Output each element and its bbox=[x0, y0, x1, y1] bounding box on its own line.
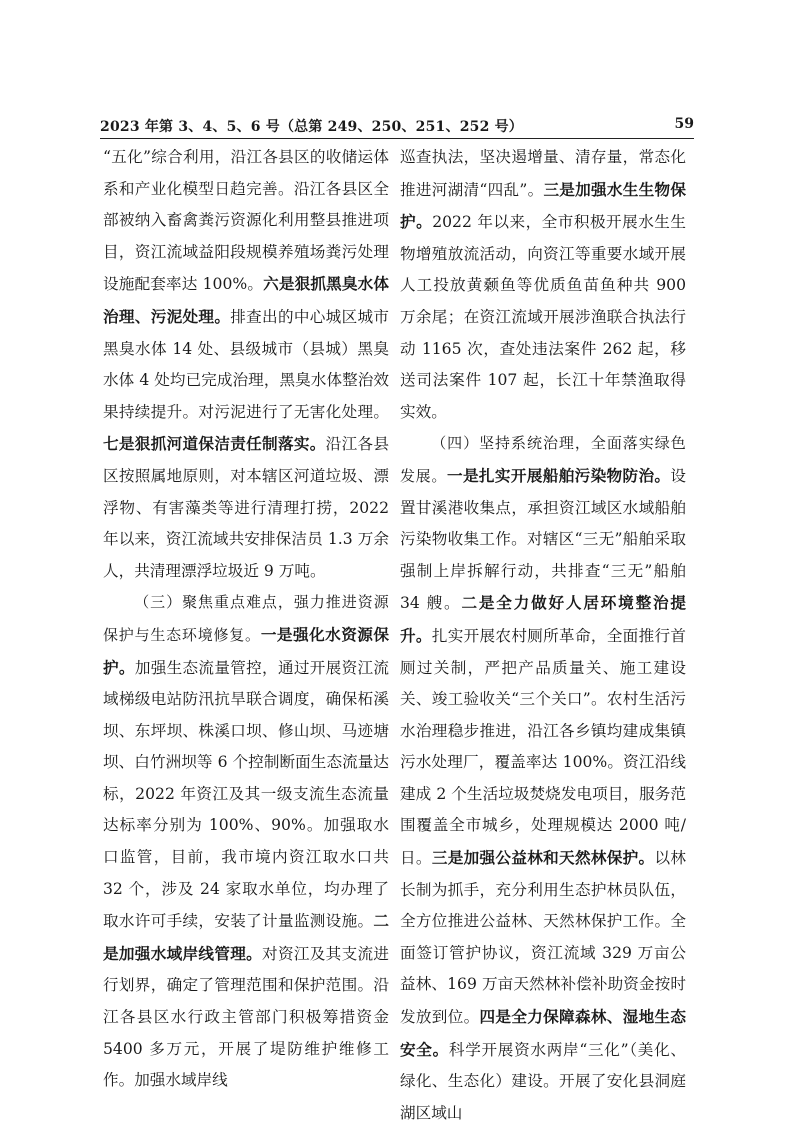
paragraph-waste-treatment bbox=[103, 142, 389, 587]
paragraph-aquatic-life bbox=[400, 142, 686, 428]
page-number: 59 bbox=[674, 116, 694, 132]
bold-lead: 三是加强水生生物保护。 bbox=[400, 179, 686, 232]
bold-lead: 七是狠抓河道保洁责任制落实。 bbox=[103, 434, 326, 454]
body-text: 2022 年以来，全市积极开展水生生物增殖放流活动，向资江等重要水域开展人工投放黄颡鱼等优质鱼苗鱼种共 900 万余尾；在资江流域开展涉渔联合执法行动 1165 次，查处违法案件 262 起，移送司法案件 107 起，长江十年禁渔取得实效。 bbox=[400, 213, 686, 421]
section-heading: （四）坚持系统治理，全面落实绿色发展。 bbox=[400, 434, 686, 485]
running-header bbox=[100, 116, 694, 139]
body-text: 对资江及其支流进行划界，确定了管理范围和保护范围。沿江各县区水行政主管部门积极筹措资金 5400 多万元，开展了堤防维护维修工作。加强水域岸线 bbox=[103, 944, 389, 1090]
bold-lead: 一是强化水资源保护。 bbox=[103, 624, 389, 677]
section-heading: （三）聚焦重点难点，强力推进资源保护与生态环境修复。 bbox=[103, 593, 389, 644]
issue-info: 2023 年第 3、4、5、6 号（总第 249、250、251、252 号） bbox=[100, 119, 523, 135]
body-text: 加强生态流量管控，通过开展资江流域梯级电站防汛抗旱联合调度，确保柘溪坝、东坪坝、株溪口坝、修山坝、马迹塘坝、白竹洲坝等 6 个控制断面生态流量达标，2022 年资江及其一级支流生态流量达标率分别为 100%、90%。加强取水口监管，目前，我市境内资江取水口共 32 个，涉及 24 家取水单位，均办理了取水许可手续，安装了计量监测设施。 bbox=[103, 658, 389, 931]
body-text: 巡查执法，坚决遏增量、清存量，常态化推进河湖清“四乱”。 bbox=[400, 148, 686, 199]
right-column bbox=[400, 142, 686, 1129]
body-text: “五化”综合利用，沿江各县区的收储运体系和产业化模型日趋完善。沿江各县区全部被纳入畜禽粪污资源化利用整县推进项目，资江流域益阳段规模养殖场粪污处理设施配套率达 100%。 bbox=[103, 148, 389, 294]
body-text: 沿江各县区按照属地原则，对本辖区河道垃圾、漂浮物、有害藻类等进行清理打捞，2022 年以来，资江流域共安排保洁员 1.3 万余人，共清理漂浮垃圾近 9 万吨。 bbox=[103, 435, 389, 580]
paragraph-green-development bbox=[400, 428, 686, 1129]
bold-lead: 二是全力做好人居环境整治提升。 bbox=[400, 593, 686, 645]
body-text: 扎实开展农村厕所革命，全面推行首厕过关制，严把产品质量关、施工建设关、竣工验收关“三个关口”。农村生活污水治理稳步推进，沿江各乡镇均建成集镇污水处理厂，覆盖率达 100%。资江沿线建成 2 个生活垃圾焚烧发电项目，服务范围覆盖全市城乡，处理规模达 2000 吨/日。 bbox=[400, 626, 686, 868]
bold-lead: 三是加强公益林和天然林保护。 bbox=[431, 848, 655, 868]
bold-lead: 二是加强水域岸线管理。 bbox=[103, 911, 389, 963]
bold-lead: 一是扎实开展船舶污染物防治。 bbox=[447, 465, 671, 485]
body-text: 设置甘溪港收集点，承担资江域区水域船舶污染物收集工作。对辖区“三无”船舶采取强制上岸拆解行动，共排查“三无”船舶 34 艘。 bbox=[400, 466, 686, 613]
bold-lead: 四是全力保障森林、湿地生态安全。 bbox=[400, 1007, 686, 1059]
body-text: 科学开展资水两岸“三化”（美化、绿化、生态化）建设。开展了安化县洞庭湖区域山 bbox=[400, 1040, 686, 1122]
paragraph-resource-protection bbox=[103, 587, 389, 1097]
body-text: 以林长制为抓手，充分利用生态护林员队伍，全方位推进公益林、天然林保护工作。全面签订管护协议，资江流域 329 万亩公益林、169 万亩天然林补偿补助资金按时发放到位。 bbox=[400, 849, 686, 1027]
bold-lead: 六是狠抓黑臭水体治理、污泥处理。 bbox=[103, 274, 389, 326]
left-column bbox=[103, 142, 389, 1097]
body-text: 排查出的中心城区城市黑臭水体 14 处、县级城市（县城）黑臭水体 4 处均已完成治理，黑臭水体整治效果持续提升。对污泥进行了无害化处理。 bbox=[103, 307, 389, 421]
